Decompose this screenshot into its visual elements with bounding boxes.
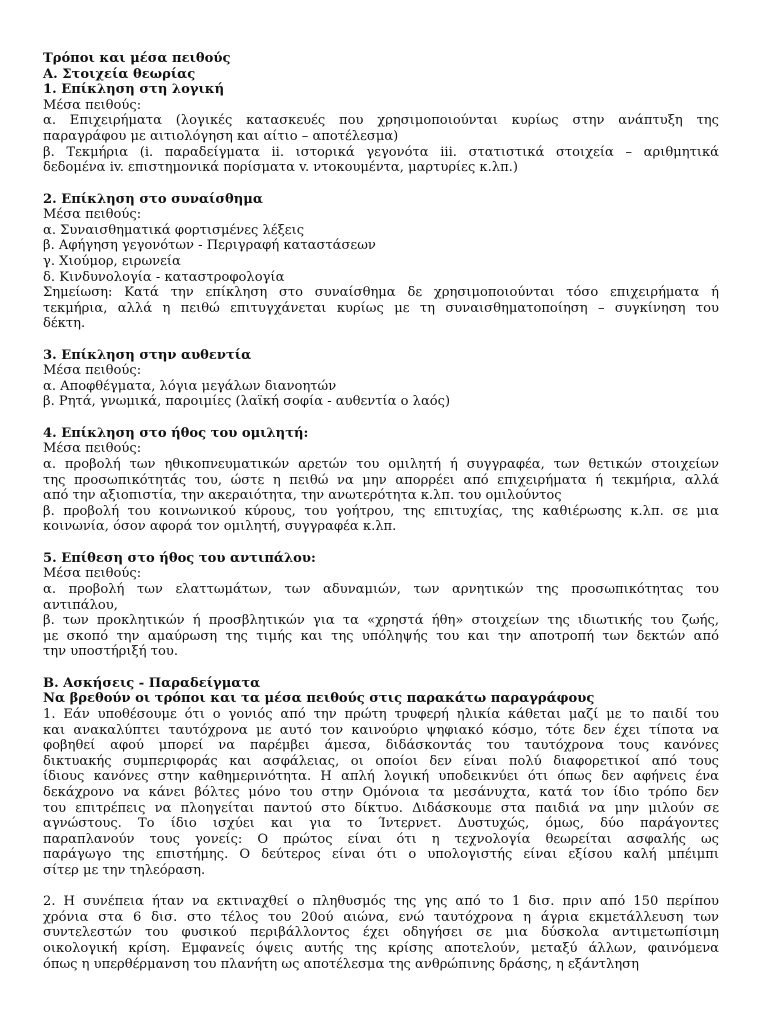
exercise-1-line: του επιτρέπεις να πλοηγείται παντού στο δίκτυο. Διδάσκουμε στα παιδιά να μην μιλούν σε <box>43 800 719 816</box>
section-2-note-line: Σημείωση: Κατά την επίκληση στο συναίσθημα δε χρησιμοποιούνται τόσο επιχειρήματα ή <box>43 285 719 301</box>
exercise-2-line: συντελεστών του φυσικού περιβάλλοντος έχει οδηγήσει σε μια δύσκολα αντιμετωπίσιμη <box>43 925 719 941</box>
paragraph-spacer <box>43 535 719 551</box>
section-4-item-a-line: από την αξιοπιστία, την ακεραιότητα, την ανωτερότητα κ.λπ. του ομιλούντος <box>43 488 562 504</box>
paragraph-spacer <box>43 660 719 676</box>
exercise-2-line: χρόνια στα 6 δισ. στο τέλος του 20ού αιώνα, ενώ ταυτόχρονα η άγρια εκμετάλλευση των <box>43 909 719 925</box>
section-2-note-line: δέκτη. <box>43 316 86 332</box>
part-b-heading-line: Β. Ασκήσεις - Παραδείγματα <box>43 675 261 691</box>
section-5-means-label <box>43 566 719 582</box>
section-2-heading-line: 2. Επίκληση στο συναίσθημα <box>43 191 263 207</box>
section-3-item <box>43 379 719 395</box>
document-title-line: Τρόποι και μέσα πειθούς <box>43 51 231 66</box>
exercise-1-line: αγνώστους. Το ίδιο ισχύει και για το Ίντερνετ. Δυστυχώς, όμως, δύο παράγοντες <box>43 816 719 832</box>
section-1-item-b-line: β. Τεκμήρια (i. παραδείγματα ii. ιστορικά γεγονότα iii. στατιστικά στοιχεία – αριθμητικά <box>43 144 719 160</box>
section-1-means-label <box>43 98 719 114</box>
section-5-means-label-line: Μέσα πειθούς: <box>43 566 142 582</box>
exercise-1-line: παράγωγο της επιστήμης. Ο δεύτερος είναι ότι ο υπολογιστής είναι εξίσου καλή μπέιμπι <box>43 847 719 863</box>
exercise-1 <box>43 707 719 879</box>
exercise-2-line: οικολογική κρίση. Εμφανείς όψεις αυτής της κρίσης αποτελούν, μεταξύ άλλων, φαινόμενα <box>43 941 719 957</box>
part-a-heading <box>43 67 719 83</box>
exercise-1-line: δεκάχρονο να κάνει βόλτες μόνο του στην Ομόνοια τα μεσάνυχτα, κατά τον ίδιο τρόπο δεν <box>43 784 719 800</box>
section-4-heading <box>43 426 719 442</box>
section-5-heading <box>43 551 719 567</box>
section-1-heading-line: 1. Επίκληση στη λογική <box>43 82 225 98</box>
section-4-item-a <box>43 457 719 504</box>
section-2-item <box>43 254 719 270</box>
section-1-item-a-line: παραγράφου με αιτιολόγηση και αίτιο – αποτέλεσμα) <box>43 128 399 144</box>
section-5-item-a-line: α. προβολή των ελαττωμάτων, των αδυναμιών, των αρνητικών της προσωπικότητας του <box>43 582 719 597</box>
section-2-item-line: γ. Χιούμορ, ειρωνεία <box>43 253 181 269</box>
section-2-note-line: τεκμήρια, αλλά η πειθώ επιτυγχάνεται κυρίως με τη συναισθηματοποίηση – συγκίνηση του <box>43 300 719 316</box>
section-2-item <box>43 238 719 254</box>
section-1-item-a <box>43 113 719 144</box>
document-page <box>43 51 719 972</box>
document-title <box>43 51 719 67</box>
section-2-item <box>43 270 719 286</box>
section-1-heading <box>43 82 719 98</box>
section-2-heading <box>43 192 719 208</box>
section-4-item-b <box>43 504 719 535</box>
exercise-1-line: φοβηθεί αφού μπορεί να παρέμβει άμεσα, διδάσκοντάς του ταυτόχρονα τους κανόνες <box>43 738 719 754</box>
section-3-heading <box>43 348 719 364</box>
section-3-means-label <box>43 363 719 379</box>
section-5-item-b-line: την υποστήριξή του. <box>43 644 178 660</box>
exercise-1-line: 1. Εάν υποθέσουμε ότι ο γονιός από την πρώτη τρυφερή ηλικία κάθεται μαζί με το παιδί του <box>43 706 719 722</box>
section-1-item-a-line: α. Επιχειρήματα (λογικές κατασκευές που χρησιμοποιούνται κυρίως στην ανάπτυξη της <box>43 113 719 129</box>
section-1-means-label-line: Μέσα πειθούς: <box>43 97 142 113</box>
exercise-2-line: 2. Η συνέπεια ήταν να εκτιναχθεί ο πληθυσμός της γης από το 1 δισ. πριν από 150 περίπου <box>43 894 719 910</box>
section-5-item-b-line: με σκοπό την αμαύρωση της τιμής και της υπόληψής του και την αποτροπή των δεκτών από <box>43 628 719 644</box>
section-4-item-a-line: της προσωπικότητάς του, ώστε η πειθώ να μην απορρέει από επιχειρήματα ή τεκμήρια, αλλά <box>43 472 719 488</box>
section-5-heading-line: 5. Επίθεση στο ήθος του αντιπάλου: <box>43 550 316 566</box>
section-4-item-b-line: β. προβολή του κοινωνικού κύρους, του γοήτρου, της επιτυχίας, της καθιέρωσης κ.λπ. σε μια <box>43 503 719 519</box>
section-2-means-label <box>43 207 719 223</box>
section-3-heading-line: 3. Επίκληση στην αυθεντία <box>43 347 252 363</box>
section-3-item <box>43 394 719 410</box>
section-5-item-a-line: αντιπάλου, <box>43 597 118 613</box>
section-3-item-line: β. Ρητά, γνωμικά, παροιμίες (λαϊκή σοφία - αυθεντία ο λαός) <box>43 394 451 410</box>
exercise-2 <box>43 894 719 972</box>
section-2-means-label-line: Μέσα πειθούς: <box>43 207 142 223</box>
section-2-item-line: δ. Κινδυνολογία - καταστροφολογία <box>43 269 285 285</box>
paragraph-spacer <box>43 878 719 894</box>
section-4-heading-line: 4. Επίκληση στο ήθος του ομιλητή: <box>43 425 309 441</box>
exercise-1-line: δικτυακής συμπεριφοράς και ασφάλειας, οι οποίοι δεν είναι πολύ διαφορετικοί από τους <box>43 753 719 769</box>
exercise-1-line: ίδιους κανόνες στην καθημερινότητα. Η απλή λογική υποδεικνύει ότι όπως δεν αφήνεις ένα <box>43 769 719 785</box>
section-4-means-label-line: Μέσα πειθούς: <box>43 441 142 457</box>
section-2-note <box>43 285 719 332</box>
section-2-item-line: β. Αφήγηση γεγονότων - Περιγραφή καταστάσεων <box>43 238 376 254</box>
part-b-heading <box>43 676 719 692</box>
part-b-instruction-line: Να βρεθούν οι τρόποι και τα μέσα πειθούς στις παρακάτω παραγράφους <box>43 691 595 707</box>
section-4-item-b-line: κοινωνία, όσον αφορά τον ομιλητή, συγγραφέα κ.λπ. <box>43 519 397 535</box>
section-4-means-label <box>43 441 719 457</box>
section-3-item-line: α. Αποφθέγματα, λόγια μεγάλων διανοητών <box>43 378 337 394</box>
paragraph-spacer <box>43 410 719 426</box>
part-b-instruction <box>43 691 719 707</box>
exercise-1-line: σίτερ με την τηλεόραση. <box>43 862 206 878</box>
section-2-item-line: α. Συναισθηματικά φορτισμένες λέξεις <box>43 222 305 238</box>
section-1-item-b-line: δεδομένα iv. επιστημονικά πορίσματα v. ντοκουμέντα, μαρτυρίες κ.λπ.) <box>43 160 518 176</box>
section-1-item-b <box>43 145 719 176</box>
section-5-item-b <box>43 613 719 660</box>
section-5-item-b-line: β. των προκλητικών ή προσβλητικών για τα «χρηστά ήθη» στοιχείων της ιδιωτικής του ζωής, <box>43 613 719 629</box>
paragraph-spacer <box>43 332 719 348</box>
paragraph-spacer <box>43 176 719 192</box>
section-3-means-label-line: Μέσα πειθούς: <box>43 363 142 379</box>
exercise-1-line: και ανακαλύπτει ταυτόχρονα με αυτό τον καινούριο ψηφιακό κόσμο, τότε δεν έχει τίποτα να <box>43 722 719 738</box>
section-2-item <box>43 223 719 239</box>
exercise-1-line: παραπλανούν τους γονείς: Ο πρώτος είναι ότι η τεχνολογία θεωρείται ασφαλής ως <box>43 831 719 847</box>
exercise-2-line: όπως η υπερθέρμανση του πλανήτη ως αποτέλεσμα της ανθρώπινης δράσης, η εξάντληση <box>43 956 639 972</box>
part-a-heading-line: Α. Στοιχεία θεωρίας <box>43 66 196 82</box>
section-5-item-a <box>43 582 719 613</box>
section-4-item-a-line: α. προβολή των ηθικοπνευματικών αρετών του ομιλητή ή συγγραφέα, των θετικών στοιχείων <box>43 457 719 473</box>
